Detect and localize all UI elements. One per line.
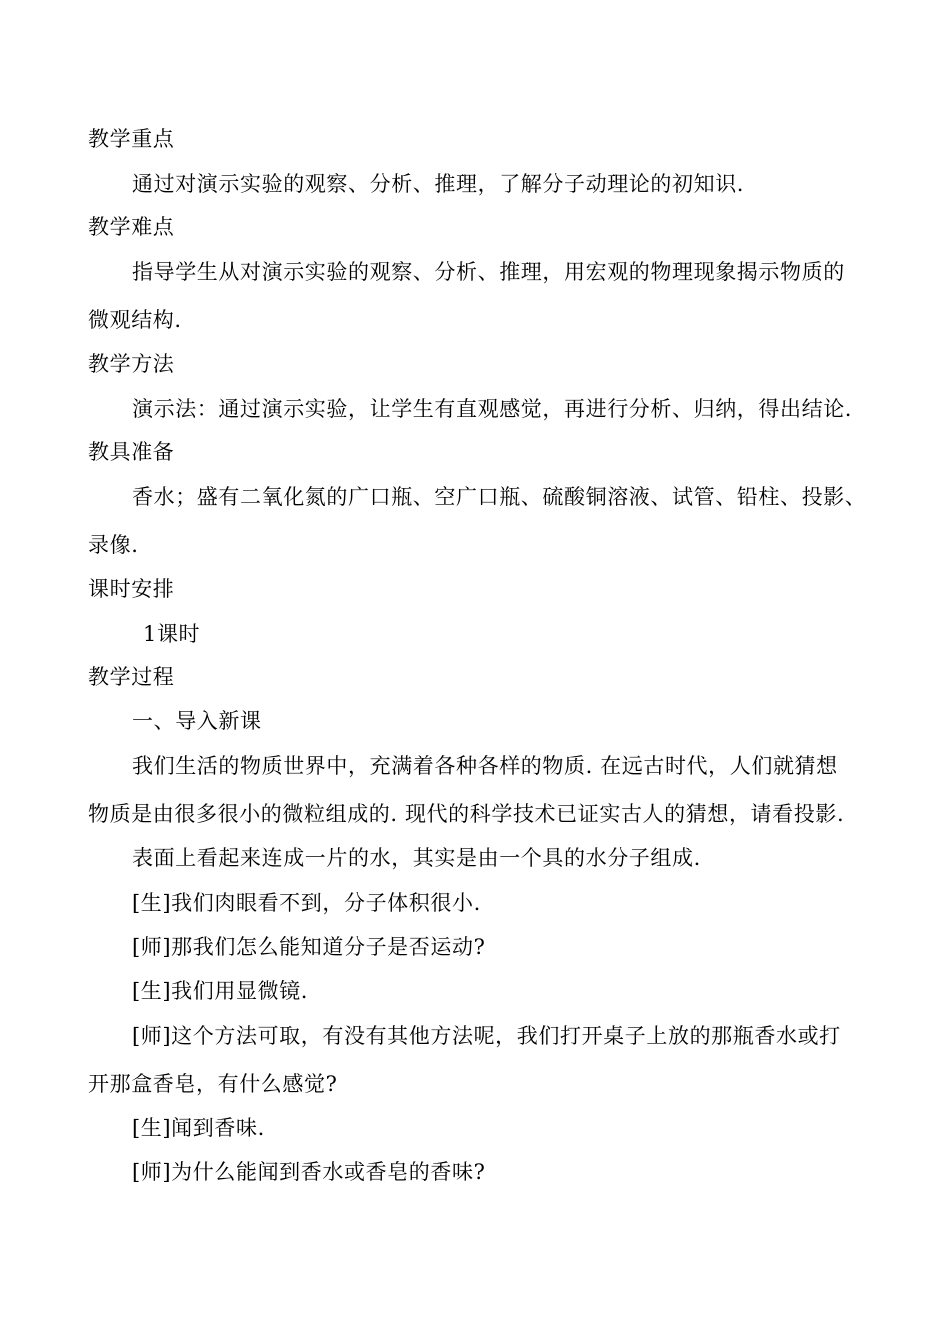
dialog-line: [生]我们用显微镜.: [132, 979, 309, 1003]
section-heading-intro: 一、导入新课: [132, 709, 262, 733]
schedule-text: 1课时: [143, 622, 201, 646]
tools-text-line-2: 录像.: [88, 533, 139, 557]
difficulty-text-line-1: 指导学生从对演示实验的观察、分析、推理，用宏观的物理现象揭示物质的: [132, 260, 845, 284]
dialog-line: [生]闻到香味.: [132, 1116, 265, 1140]
difficulty-text-line-2: 微观结构.: [88, 308, 182, 332]
dialog-line: [师]那我们怎么能知道分子是否运动?: [132, 935, 486, 959]
intro-paragraph-line-2: 物质是由很多很小的微粒组成的. 现代的科学技术已证实古人的猜想，请看投影.: [88, 802, 845, 826]
key-points-text: 通过对演示实验的观察、分析、推理，了解分子动理论的初知识.: [132, 172, 745, 196]
dialog-line: [生]我们肉眼看不到，分子体积很小.: [132, 891, 481, 915]
water-paragraph: 表面上看起来连成一片的水，其实是由一个具的水分子组成.: [132, 846, 701, 870]
tools-text-line-1: 香水；盛有二氧化氮的广口瓶、空广口瓶、硫酸铜溶液、试管、铅柱、投影、: [132, 485, 867, 509]
intro-paragraph-line-1: 我们生活的物质世界中，充满着各种各样的物质. 在远古时代，人们就猜想: [132, 754, 838, 778]
tools-heading: 教具准备: [88, 440, 175, 464]
schedule-heading: 课时安排: [88, 577, 175, 601]
method-text: 演示法：通过演示实验，让学生有直观感觉，再进行分析、归纳，得出结论.: [132, 397, 853, 421]
method-heading: 教学方法: [88, 352, 175, 376]
difficulty-heading: 教学难点: [88, 215, 175, 239]
process-heading: 教学过程: [88, 665, 175, 689]
dialog-line-continued: 开那盒香皂，有什么感觉?: [88, 1072, 338, 1096]
dialog-line: [师]为什么能闻到香水或香皂的香味?: [132, 1160, 486, 1184]
key-points-heading: 教学重点: [88, 127, 175, 151]
dialog-line: [师]这个方法可取，有没有其他方法呢，我们打开桌子上放的那瓶香水或打: [132, 1024, 841, 1048]
